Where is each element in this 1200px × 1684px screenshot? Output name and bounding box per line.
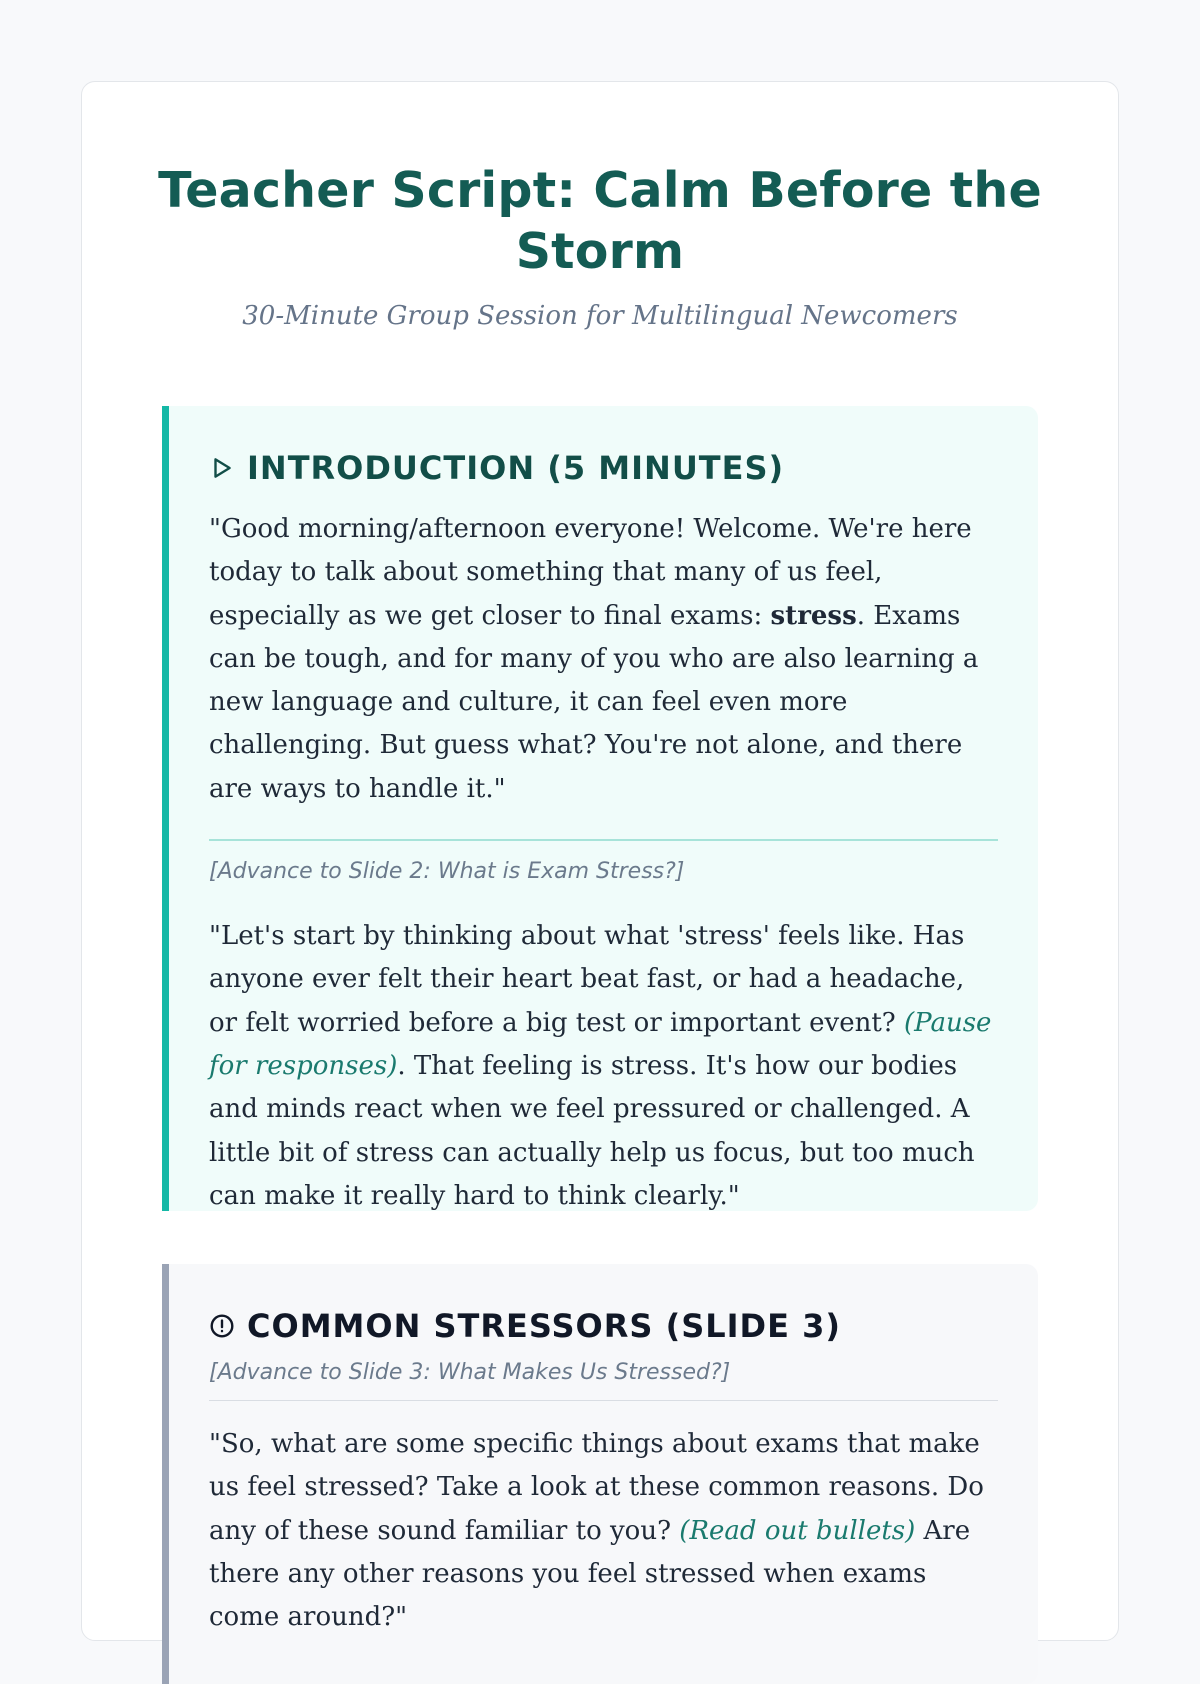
introduction-divider [209,839,998,841]
slide-2-cue: [Advance to Slide 2: What is Exam Stress?] [209,859,685,885]
read-out-cue: (Read out bullets) [679,1515,916,1546]
common-stressors-heading [209,1304,998,1348]
intro-p1-text-b: . Exams can be tough, and for many of you who are also learning a new language and culture, it can feel even more challenging. But guess what? You're not alone, and there are ways to handle it." [209,600,979,804]
play-outline-icon [209,455,235,481]
introduction-paragraph-2 [209,915,998,1218]
page-title: Teacher Script: Calm Before the Storm [158,162,1042,280]
common-stressors-heading-label: COMMON STRESSORS (SLIDE 3) [247,1307,841,1345]
intro-p1-emphasis: stress [770,600,857,631]
script-card [81,81,1119,1641]
stressors-p1-text-a: "So, what are some specific things about exams that make us feel stressed? Take a look at these common reasons. Do any of these sound familiar to you? [209,1429,984,1546]
introduction-section [162,406,1038,1211]
common-stressors-section [162,1264,1038,1684]
alert-circle-icon [209,1313,235,1339]
pause-cue: (Pause for responses) [209,1007,992,1081]
intro-p2-text-b: . That feeling is stress. It's how our bodies and minds react when we feel pressured or challenged. A little bit of stress can actually help us focus, but too much can make it really hard to think clearly." [209,1050,975,1211]
stressors-p1-text-b: Are there any other reasons you feel stressed when exams come around?" [209,1515,971,1633]
intro-p1-text-a: "Good morning/afternoon everyone! Welcome. We're here today to talk about something that many of us feel, especially as we get closer to final exams: [209,514,972,631]
introduction-heading [209,446,998,490]
intro-p2-text-a: "Let's start by thinking about what 'stress' feels like. Has anyone ever felt their heart beat fast, or had a headache, or felt worried before a big test or important event? [209,921,965,1038]
page-subtitle: 30-Minute Group Session for Multilingual Newcomers [242,301,958,331]
common-stressors-divider [209,1400,998,1401]
introduction-heading-label: INTRODUCTION (5 MINUTES) [247,449,785,487]
introduction-paragraph-1 [209,508,998,811]
slide-3-cue: [Advance to Slide 3: What Makes Us Stressed?] [209,1360,731,1385]
common-stressors-paragraph [209,1423,998,1639]
